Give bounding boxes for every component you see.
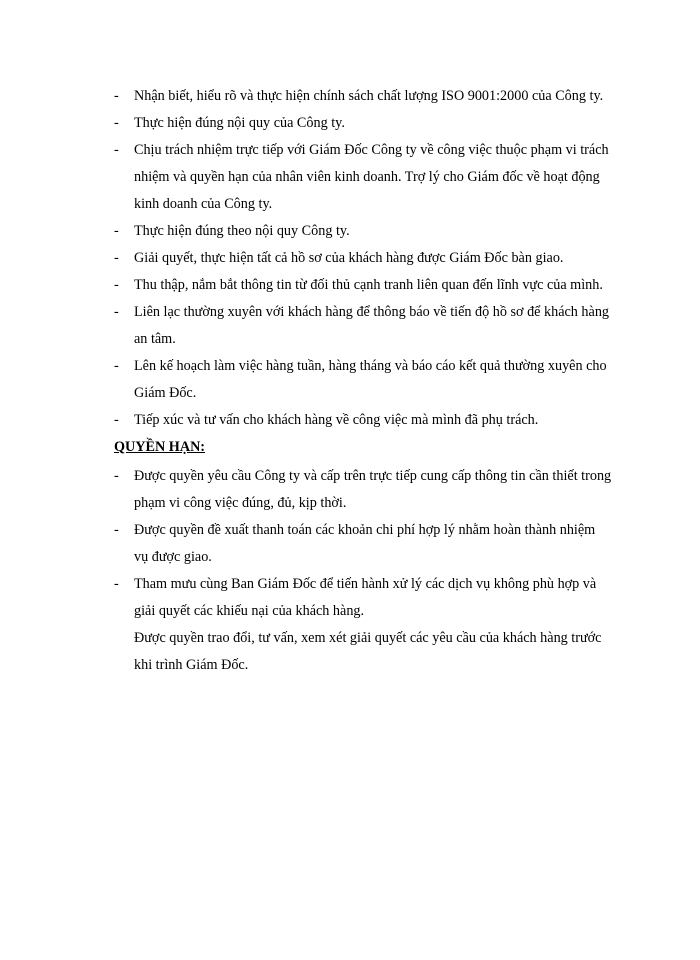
list-bullet: - <box>114 115 119 131</box>
duty-item-6-line-1: Thu thập, nắm bắt thông tin từ đối thủ cạnh tranh liên quan đến lĩnh vực của mình. <box>134 277 603 293</box>
duty-item-7-line-2: an tâm. <box>134 331 176 347</box>
duty-item-3-line-2: nhiệm và quyền hạn của nhân viên kinh doanh. Trợ lý cho Giám đốc về hoạt động <box>134 169 600 185</box>
duty-item-8-line-2: Giám Đốc. <box>134 385 197 401</box>
duty-item-4-line-1: Thực hiện đúng theo nội quy Công ty. <box>134 223 350 239</box>
duty-item-1-line-1: Nhận biết, hiểu rõ và thực hiện chính sách chất lượng ISO 9001:2000 của Công ty. <box>134 88 604 104</box>
right-item-2-line-1: Được quyền đề xuất thanh toán các khoản chi phí hợp lý nhằm hoàn thành nhiệm <box>134 522 596 538</box>
list-bullet: - <box>114 223 119 239</box>
list-bullet: - <box>114 576 119 592</box>
right-extra-line-2: khi trình Giám Đốc. <box>134 657 249 673</box>
right-extra-line-1: Được quyền trao đổi, tư vấn, xem xét giải quyết các yêu cầu của khách hàng trước <box>134 630 602 646</box>
right-item-3-line-2: giải quyết các khiếu nại của khách hàng. <box>134 603 365 619</box>
duty-item-3-line-1: Chịu trách nhiệm trực tiếp với Giám Đốc Công ty về công việc thuộc phạm vi trách <box>134 142 609 158</box>
right-item-1-line-1: Được quyền yêu cầu Công ty và cấp trên trực tiếp cung cấp thông tin cần thiết trong <box>134 468 612 484</box>
list-bullet: - <box>114 412 119 428</box>
right-item-1-line-2: phạm vi công việc đúng, đủ, kịp thời. <box>134 495 347 511</box>
list-bullet: - <box>114 142 119 158</box>
list-bullet: - <box>114 522 119 538</box>
duty-item-9-line-1: Tiếp xúc và tư vấn cho khách hàng về công việc mà mình đã phụ trách. <box>134 412 539 428</box>
duty-item-8-line-1: Lên kế hoạch làm việc hàng tuần, hàng tháng và báo cáo kết quả thường xuyên cho <box>134 358 607 374</box>
right-item-2-line-2: vụ được giao. <box>134 549 212 565</box>
list-bullet: - <box>114 304 119 320</box>
list-bullet: - <box>114 468 119 484</box>
duty-item-2-line-1: Thực hiện đúng nội quy của Công ty. <box>134 115 345 131</box>
list-bullet: - <box>114 250 119 266</box>
list-bullet: - <box>114 88 119 104</box>
rights-heading: QUYỀN HẠN: <box>114 439 206 455</box>
duty-item-7-line-1: Liên lạc thường xuyên với khách hàng để thông báo về tiến độ hồ sơ để khách hàng <box>134 304 610 320</box>
right-item-3-line-1: Tham mưu cùng Ban Giám Đốc để tiến hành xử lý các dịch vụ không phù hợp và <box>134 576 597 592</box>
duty-item-5-line-1: Giải quyết, thực hiện tất cả hồ sơ của khách hàng được Giám Đốc bàn giao. <box>134 250 564 266</box>
list-bullet: - <box>114 358 119 374</box>
duty-item-3-line-3: kinh doanh của Công ty. <box>134 196 273 212</box>
list-bullet: - <box>114 277 119 293</box>
